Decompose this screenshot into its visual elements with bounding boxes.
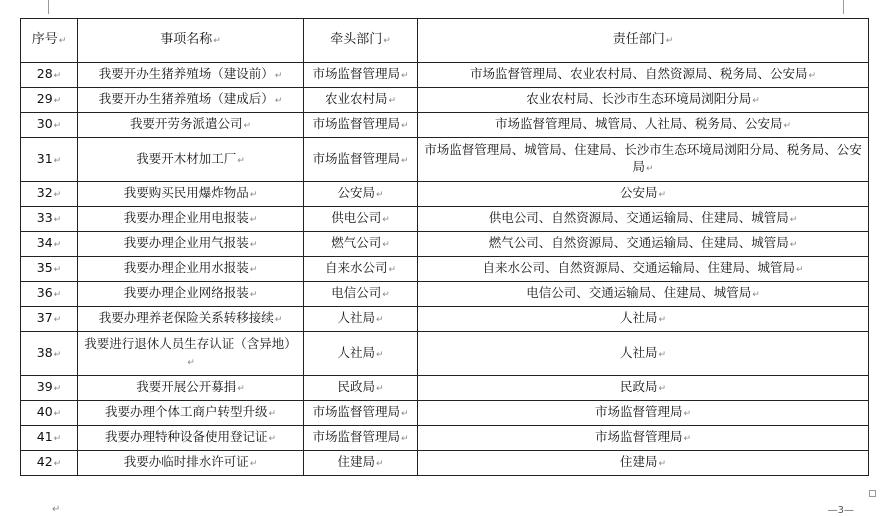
cell-lead: 公安局↵: [304, 182, 418, 207]
cell-no: 35↵: [21, 257, 78, 282]
cell-lead: 供电公司↵: [304, 207, 418, 232]
cell-lead: 市场监督管理局↵: [304, 63, 418, 88]
table-row: [21, 63, 869, 88]
cell-lead: 农业农村局↵: [304, 88, 418, 113]
cell-resp: 市场监督管理局、农业农村局、自然资源局、税务局、公安局↵: [418, 63, 869, 88]
cell-no: 30↵: [21, 113, 78, 138]
cell-no: 34↵: [21, 232, 78, 257]
header-name: 事项名称↵: [78, 19, 304, 63]
cell-name: 我要办理个体工商户转型升级↵: [78, 401, 304, 426]
cell-lead: 市场监督管理局↵: [304, 426, 418, 451]
cell-lead: 自来水公司↵: [304, 257, 418, 282]
cell-no: 31↵: [21, 138, 78, 182]
page-number: —3—: [827, 505, 854, 516]
cell-no: 29↵: [21, 88, 78, 113]
cell-resp: 市场监督管理局↵: [418, 401, 869, 426]
cell-name: 我要开展公开募捐↵: [78, 376, 304, 401]
table-row: [21, 376, 869, 401]
cell-name: 我要购买民用爆炸物品↵: [78, 182, 304, 207]
header-no: 序号↵: [21, 19, 78, 63]
paragraph-mark: ↵: [52, 504, 61, 515]
cell-resp: 市场监督管理局↵: [418, 426, 869, 451]
cell-lead: 人社局↵: [304, 307, 418, 332]
table-end-marker: [869, 490, 876, 497]
cell-name: 我要办理企业用水报装↵: [78, 257, 304, 282]
cell-lead: 民政局↵: [304, 376, 418, 401]
table-row: [21, 182, 869, 207]
cell-name: 我要进行退休人员生存认证（含异地）↵: [78, 332, 304, 376]
cell-name: 我要办理企业用气报装↵: [78, 232, 304, 257]
cell-no: 38↵: [21, 332, 78, 376]
table-row: [21, 426, 869, 451]
table-row: [21, 282, 869, 307]
cell-no: 28↵: [21, 63, 78, 88]
table-row: [21, 232, 869, 257]
cell-no: 39↵: [21, 376, 78, 401]
cell-lead: 市场监督管理局↵: [304, 401, 418, 426]
cell-resp: 住建局↵: [418, 451, 869, 476]
cell-lead: 住建局↵: [304, 451, 418, 476]
cell-name: 我要办理企业网络报装↵: [78, 282, 304, 307]
cell-lead: 燃气公司↵: [304, 232, 418, 257]
cell-lead: 市场监督管理局↵: [304, 138, 418, 182]
table-row: [21, 88, 869, 113]
cell-resp: 电信公司、交通运输局、住建局、城管局↵: [418, 282, 869, 307]
cell-resp: 人社局↵: [418, 332, 869, 376]
cell-resp: 供电公司、自然资源局、交通运输局、住建局、城管局↵: [418, 207, 869, 232]
cell-resp: 自来水公司、自然资源局、交通运输局、住建局、城管局↵: [418, 257, 869, 282]
cell-no: 40↵: [21, 401, 78, 426]
cell-resp: 人社局↵: [418, 307, 869, 332]
cell-name: 我要开办生猪养殖场（建设前）↵: [78, 63, 304, 88]
cell-resp: 燃气公司、自然资源局、交通运输局、住建局、城管局↵: [418, 232, 869, 257]
table-row: [21, 138, 869, 182]
table-row: [21, 257, 869, 282]
cell-name: 我要开木材加工厂↵: [78, 138, 304, 182]
cell-lead: 市场监督管理局↵: [304, 113, 418, 138]
cell-no: 37↵: [21, 307, 78, 332]
crop-mark-right: [843, 0, 844, 14]
cell-name: 我要开办生猪养殖场（建成后）↵: [78, 88, 304, 113]
table-row: [21, 401, 869, 426]
cell-no: 41↵: [21, 426, 78, 451]
header-resp: 责任部门↵: [418, 19, 869, 63]
cell-name: 我要办理养老保险关系转移接续↵: [78, 307, 304, 332]
cell-no: 32↵: [21, 182, 78, 207]
cell-resp: 公安局↵: [418, 182, 869, 207]
table-header-row: [21, 19, 869, 63]
cell-resp: 农业农村局、长沙市生态环境局浏阳分局↵: [418, 88, 869, 113]
cell-no: 42↵: [21, 451, 78, 476]
cell-resp: 市场监督管理局、城管局、人社局、税务局、公安局↵: [418, 113, 869, 138]
cell-no: 36↵: [21, 282, 78, 307]
cell-resp: 市场监督管理局、城管局、住建局、长沙市生态环境局浏阳分局、税务局、公安局↵: [418, 138, 869, 182]
table-row: [21, 113, 869, 138]
table-row: [21, 332, 869, 376]
table-row: [21, 207, 869, 232]
cell-name: 我要办理特种设备使用登记证↵: [78, 426, 304, 451]
cell-lead: 电信公司↵: [304, 282, 418, 307]
matters-table: [20, 18, 869, 476]
header-lead: 牵头部门↵: [304, 19, 418, 63]
cell-no: 33↵: [21, 207, 78, 232]
cell-resp: 民政局↵: [418, 376, 869, 401]
table-row: [21, 451, 869, 476]
cell-name: 我要办理企业用电报装↵: [78, 207, 304, 232]
table-row: [21, 307, 869, 332]
crop-mark-left: [48, 0, 49, 14]
cell-name: 我要开劳务派遣公司↵: [78, 113, 304, 138]
cell-name: 我要办临时排水许可证↵: [78, 451, 304, 476]
cell-lead: 人社局↵: [304, 332, 418, 376]
